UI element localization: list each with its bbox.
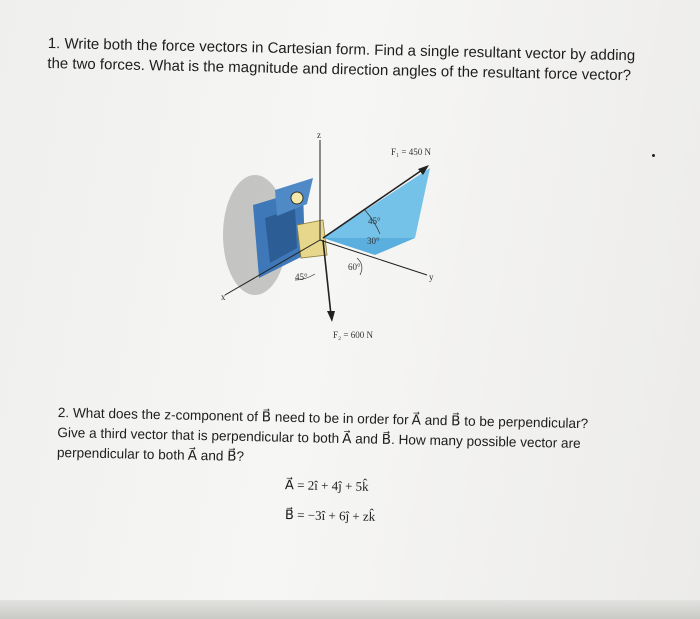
force-diagram	[215, 130, 455, 355]
page-bottom-shadow	[0, 600, 700, 619]
angle-45-left-label: 45°	[295, 272, 308, 282]
z-axis-label: z	[317, 130, 321, 140]
f2-label: F₂ = 600 N	[333, 330, 373, 340]
mount-block	[297, 220, 327, 258]
equation-a: A⃗ = 2î + 4ĵ + 5k̂	[284, 477, 369, 494]
stray-mark	[652, 154, 655, 157]
x-axis-label: x	[221, 292, 226, 302]
question-2: 2. What does the z-component of B⃗ need to be in order for A⃗ and B⃗ to be perpendicular? Give a third vector that is perpendicular to both A⃗ and B⃗. How many possible vector are perpendicular to both A⃗ and B⃗?	[56, 404, 589, 464]
bracket-hole	[291, 192, 303, 204]
f1-label: F₁ = 450 N	[391, 147, 431, 157]
f2-arrowhead	[327, 311, 335, 322]
angle-60-label: 60°	[348, 262, 361, 272]
equation-b: B⃗ = −3î + 6ĵ + zk̂	[284, 507, 376, 524]
question-1: 1. Write both the force vectors in Cartesian form. Find a single resultant vector by adding the two forces. What is the magnitude and direction angles of the resultant force vector?	[47, 34, 636, 85]
f2-vector	[323, 240, 331, 315]
y-axis-label: y	[429, 272, 434, 282]
angle-30-label: 30°	[367, 236, 380, 246]
angle-45-top-label: 45°	[368, 216, 381, 226]
